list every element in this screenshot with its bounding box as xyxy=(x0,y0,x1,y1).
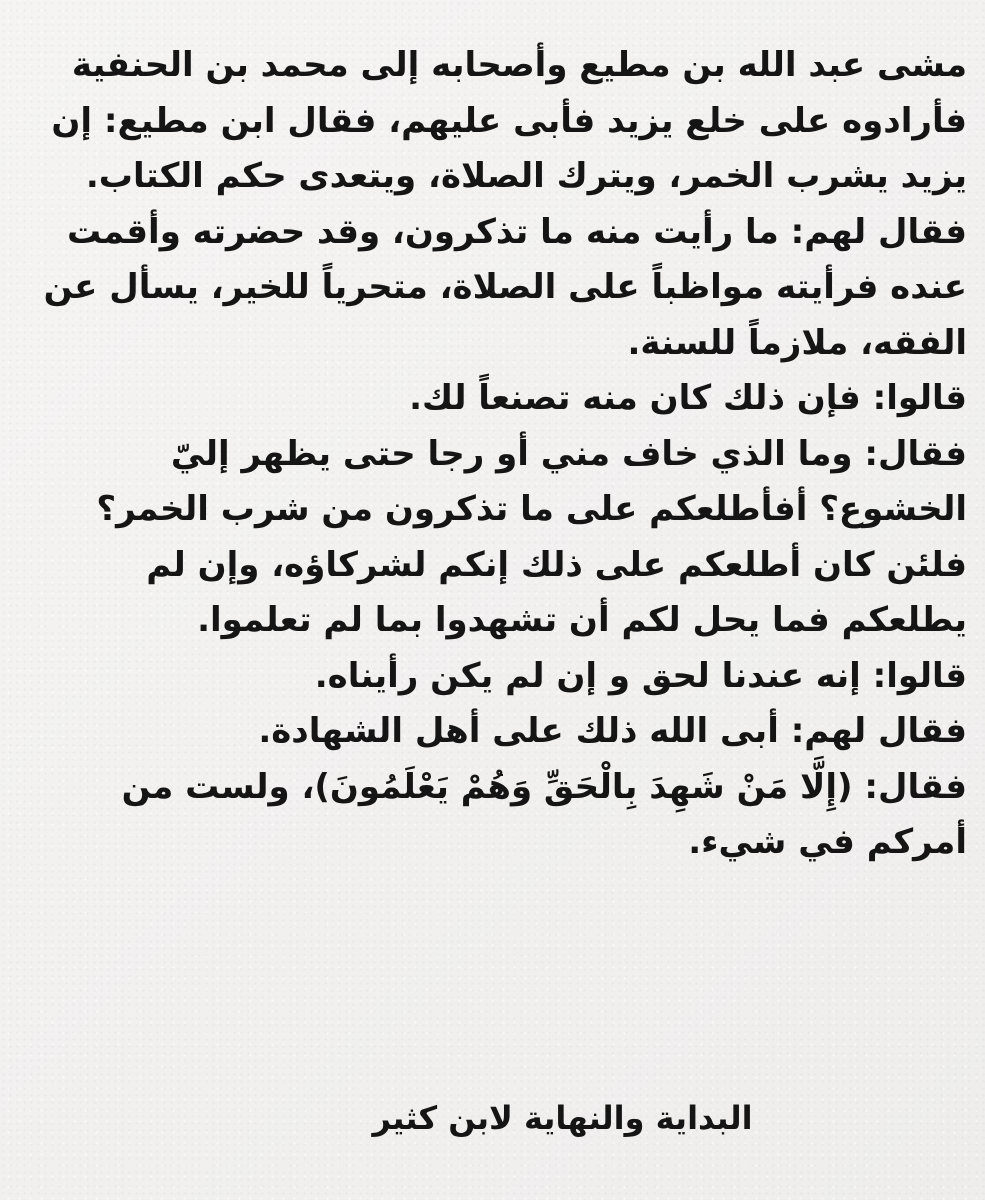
paragraph-intro: مشى عبد الله بن مطيع وأصحابه إلى محمد بن الحنفية فأرادوه على خلع يزيد فأبى عليهم، فقال ابن مطيع: إن يزيد يشرب الخمر، ويترك الصلاة، ويتعدى حكم الكتاب. xyxy=(51,45,967,196)
paragraph-objection: قالوا: فإن ذلك كان منه تصنعاً لك. xyxy=(409,378,967,418)
paragraph-refusal: فقال لهم: أبى الله ذلك على أهل الشهادة. xyxy=(258,711,967,751)
quote-body xyxy=(12,38,967,871)
paragraph-verse: فقال: (إِلَّا مَنْ شَهِدَ بِالْحَقِّ وَهُمْ يَعْلَمُونَ)، ولست من أمركم في شيء. xyxy=(121,766,967,862)
paragraph-insistence: قالوا: إنه عندنا لحق و إن لم يكن رأيناه. xyxy=(314,655,967,696)
source-citation: البداية والنهاية لابن كثير xyxy=(372,1099,753,1137)
paragraph-reply: فقال: وما الذي خاف مني أو رجا حتى يظهر إليّ الخشوع؟ أفأطلعكم على ما تذكرون من شرب الخمر؟ فلئن كان أطلعكم على ذلك إنكم لشركاؤه، وإن لم يطلعكم فما يحل لكم أن تشهدوا بما لم تعلموا. xyxy=(96,433,967,640)
paragraph-response: فقال لهم: ما رأيت منه ما تذكرون، وقد حضرته وأقمت عنده فرأيته مواظباً على الصلاة، متحرياً للخير، يسأل عن الفقه، ملازماً للسنة. xyxy=(43,211,967,363)
